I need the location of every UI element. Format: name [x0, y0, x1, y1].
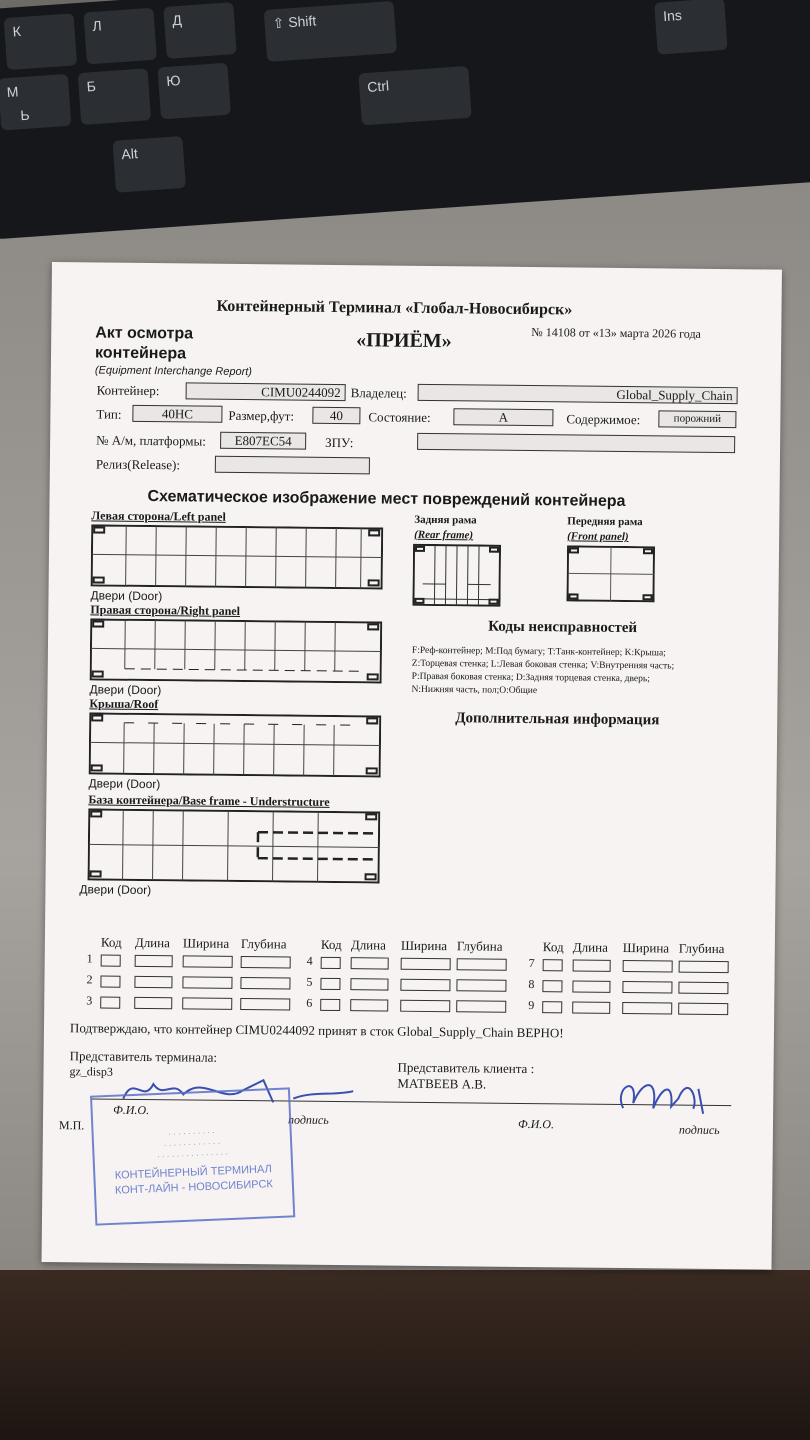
damage-input[interactable]	[240, 977, 290, 990]
truck-label: № А/м, платформы:	[96, 432, 206, 449]
left-panel-diagram	[91, 524, 384, 589]
damage-input[interactable]	[350, 978, 388, 990]
key: Alt	[112, 136, 185, 193]
left-panel-label: Левая сторона/Left panel	[91, 508, 226, 524]
damage-input[interactable]	[679, 961, 729, 974]
key: Ctrl	[358, 66, 471, 126]
damage-input[interactable]	[457, 958, 507, 971]
damage-input[interactable]	[543, 959, 563, 971]
damage-input[interactable]	[678, 982, 728, 995]
front-panel-diagram	[566, 545, 655, 602]
terminal-rep-value: gz_disp3	[69, 1064, 113, 1079]
damage-input[interactable]	[134, 997, 172, 1009]
key: Ь	[19, 106, 31, 124]
fio-label: Ф.И.О.	[113, 1102, 150, 1118]
owner-label: Владелец:	[350, 385, 407, 401]
container-field: CIMU0244092	[186, 382, 346, 401]
damage-input[interactable]	[401, 958, 451, 971]
codes-title: Коды неисправностей	[488, 618, 638, 637]
damage-input[interactable]	[135, 955, 173, 967]
damage-column-header: Ширина	[400, 937, 448, 954]
release-label: Релиз(Release):	[95, 456, 181, 473]
contents-label: Содержимое:	[566, 411, 641, 428]
codes-line: N:Нижняя часть, пол;O:Общие	[411, 684, 538, 697]
stamp-place-label: М.П.	[58, 1118, 85, 1133]
type-label: Тип:	[96, 406, 122, 422]
base-frame-diagram	[88, 808, 381, 883]
damage-input[interactable]	[241, 956, 291, 969]
damage-row-number: 4	[306, 953, 313, 968]
damage-input[interactable]	[400, 979, 450, 992]
company-stamp: · · · · · · · · · · · · · · · · · · · · · · · · · · · · · · · · · · · · · КОНТЕЙНЕРНЫЙ ТЕРМИНАЛ КОНТ-ЛАЙН - НОВОСИБИРСК	[90, 1087, 295, 1225]
right-panel-diagram	[90, 618, 383, 683]
inspection-report-sheet	[42, 262, 782, 1270]
damage-row-number: 8	[528, 977, 535, 992]
contents-field: порожний	[658, 410, 736, 428]
damage-row-number: 2	[86, 972, 93, 987]
damage-input[interactable]	[183, 955, 233, 968]
codes-line: P:Правая боковая стенка; D:Задняя торцевая стенка, дверь;	[411, 671, 650, 685]
key: M	[0, 74, 71, 131]
damage-input[interactable]	[572, 980, 610, 992]
size-field: 40	[312, 407, 360, 425]
damage-input[interactable]	[542, 980, 562, 992]
damage-row-number: 3	[86, 993, 93, 1008]
client-rep-value: МАТВЕЕВ А.В.	[397, 1075, 487, 1092]
door-label: Двери (Door)	[79, 882, 152, 898]
damage-input[interactable]	[182, 997, 232, 1010]
damage-input[interactable]	[678, 1003, 728, 1016]
key: К	[4, 13, 77, 70]
damage-row-number: 5	[306, 974, 313, 989]
damage-column-header: Ширина	[622, 940, 670, 956]
report-title-2: контейнера	[94, 344, 187, 363]
damage-input[interactable]	[573, 959, 611, 971]
damage-column-header: Длина	[350, 937, 386, 953]
rear-frame-diagram	[412, 544, 501, 607]
damage-input[interactable]	[134, 976, 172, 988]
condition-label: Состояние:	[368, 409, 431, 425]
report-subtitle: (Equipment Interchange Report)	[94, 364, 253, 379]
owner-field: Global_Supply_Chain	[418, 384, 738, 404]
damage-input[interactable]	[623, 960, 673, 973]
schematic-title: Схематическое изображение мест повреждений контейнера	[147, 488, 626, 511]
stamp-line: КОНТ-ЛАЙН - НОВОСИБИРСК	[114, 1178, 274, 1197]
damage-input[interactable]	[320, 978, 340, 990]
seal-label: ЗПУ:	[325, 434, 354, 451]
damage-input[interactable]	[321, 957, 341, 969]
report-title: Акт осмотра	[95, 324, 194, 343]
roof-diagram	[89, 712, 382, 777]
fio-label: Ф.И.О.	[517, 1116, 555, 1132]
stamp-line: КОНТЕЙНЕРНЫЙ ТЕРМИНАЛ	[114, 1163, 273, 1182]
damage-column-header: Глубина	[456, 938, 503, 954]
front-panel-label: Передняя рама	[567, 515, 643, 529]
damage-column-header: Ширина	[182, 935, 230, 951]
codes-line: Z:Торцевая стенка; L:Левая боковая стенка; V:Внутренняя часть;	[411, 658, 675, 672]
keyboard	[0, 0, 810, 240]
container-label: Контейнер:	[96, 382, 160, 399]
key: Л	[83, 8, 156, 65]
codes-line: F:Реф-контейнер; M:Под бумагу; T:Танк-контейнер; K:Крыша;	[411, 645, 666, 659]
damage-input[interactable]	[240, 998, 290, 1011]
damage-column-header: Длина	[572, 939, 608, 955]
keyboard-area	[0, 0, 810, 240]
damage-input[interactable]	[320, 999, 340, 1011]
door-label: Двери (Door)	[89, 682, 162, 698]
signature-label: подпись	[678, 1122, 720, 1138]
operation-title: «ПРИЁМ»	[356, 329, 452, 353]
base-frame-label: База контейнера/Base frame - Understructure	[88, 792, 330, 809]
release-field	[215, 456, 370, 475]
damage-input[interactable]	[622, 981, 672, 994]
damage-column-header: Глубина	[240, 936, 287, 952]
damage-row-number: 1	[86, 951, 93, 966]
damage-row-number: 9	[528, 998, 535, 1013]
damage-column-header: Длина	[134, 934, 171, 951]
damage-input[interactable]	[542, 1001, 562, 1013]
door-label: Двери (Door)	[90, 588, 163, 604]
client-rep-label: Представитель клиента :	[397, 1059, 535, 1077]
truck-field: E807EC54	[220, 432, 306, 450]
damage-input[interactable]	[101, 955, 121, 967]
key: Д	[163, 2, 236, 59]
key: ⇧ Shift	[264, 1, 397, 62]
floor	[0, 1270, 810, 1440]
damage-column-header: Код	[542, 939, 564, 955]
damage-column-header: Код	[320, 936, 342, 953]
damage-input[interactable]	[456, 1000, 506, 1013]
roof-label: Крыша/Roof	[89, 696, 159, 712]
confirmation-text: Подтверждаю, что контейнер CIMU0244092 принят в сток Global_Supply_Chain ВЕРНО!	[69, 1020, 564, 1041]
terminal-rep-label: Представитель терминала:	[69, 1048, 218, 1065]
damage-input[interactable]	[572, 1001, 610, 1013]
condition-field: A	[453, 408, 553, 426]
report-number-date: № 14108 от «13» марта 2026 года	[531, 325, 701, 341]
key: Ю	[157, 63, 230, 120]
rear-frame-label: Задняя рама	[414, 513, 477, 527]
additional-info-title: Дополнительная информация	[455, 710, 660, 729]
rear-frame-label-en: (Rear frame)	[414, 528, 474, 542]
damage-input[interactable]	[100, 997, 120, 1009]
seal-field	[417, 433, 735, 453]
damage-row-number: 6	[306, 995, 313, 1010]
size-label: Размер,фут:	[228, 407, 295, 424]
right-panel-label: Правая сторона/Right panel	[90, 602, 241, 618]
damage-column-header: Глубина	[678, 940, 725, 957]
signature-label: подпись	[287, 1112, 329, 1127]
front-panel-label-en: (Front panel)	[567, 530, 629, 544]
terminal-title: Контейнерный Терминал «Глобал-Новосибирск»	[216, 297, 573, 319]
key: Ins	[654, 0, 727, 55]
damage-input[interactable]	[351, 957, 389, 969]
damage-input[interactable]	[622, 1002, 672, 1015]
door-label: Двери (Door)	[88, 776, 161, 792]
type-field: 40HC	[132, 405, 222, 423]
damage-input[interactable]	[456, 979, 506, 992]
damage-input[interactable]	[100, 976, 120, 988]
damage-column-header: Код	[100, 934, 122, 950]
key: Б	[78, 68, 151, 125]
damage-input[interactable]	[350, 999, 388, 1011]
client-signature	[603, 1068, 744, 1119]
damage-input[interactable]	[182, 976, 232, 989]
damage-input[interactable]	[400, 1000, 450, 1013]
damage-row-number: 7	[528, 956, 535, 971]
